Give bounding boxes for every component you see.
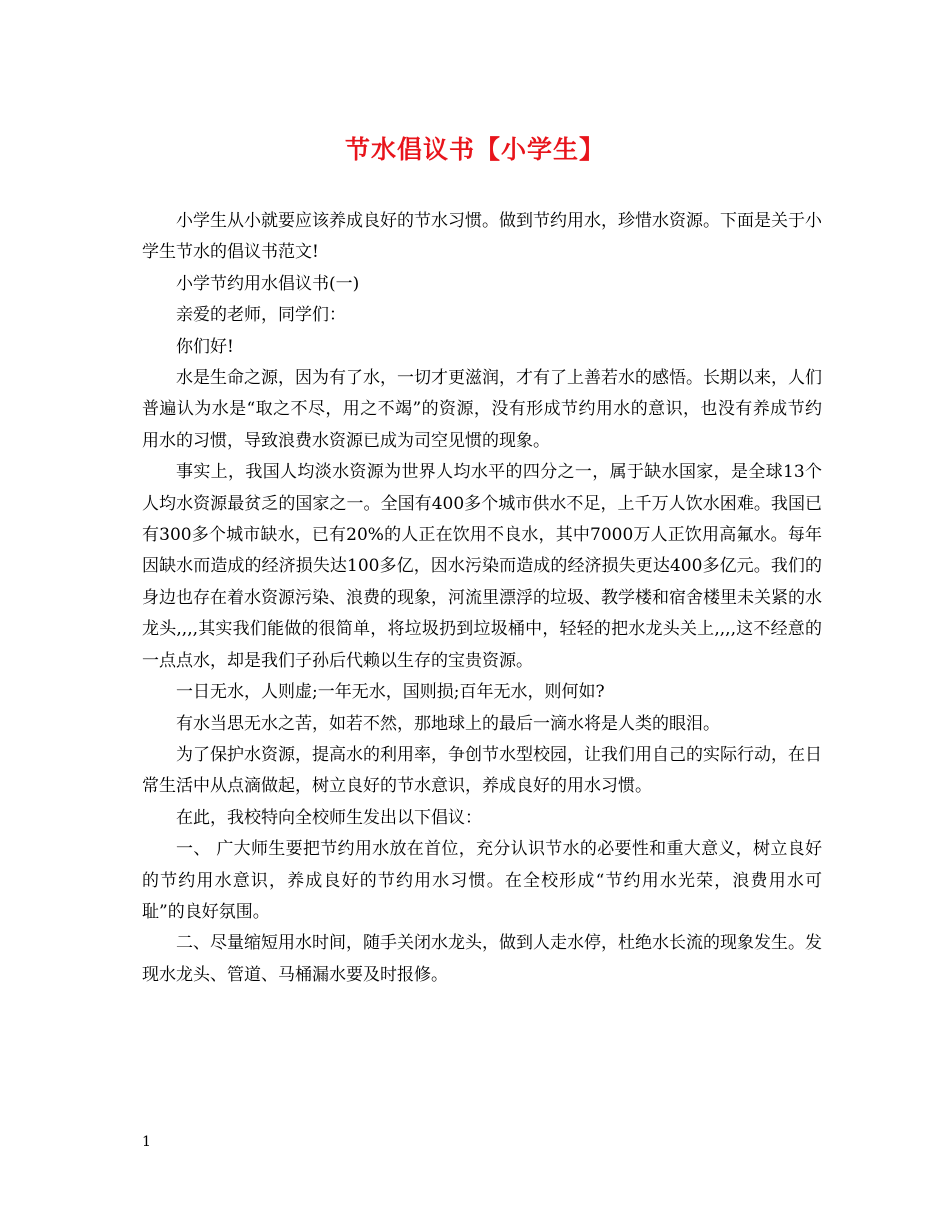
paragraph-heading: 小学节约用水倡议书(一) [176,273,360,294]
paragraph-intro: 小学生从小就要应该养成良好的节水习惯。做到节约用水，珍惜水资源。下面是关于小学生节水的倡议书范文! [142,211,822,263]
paragraph-proposal-2: 二、尽量缩短用水时间，随手关闭水龙头，做到人走水停，杜绝水长流的现象发生。发现水龙头、管道、马桶漏水要及时报修。 [142,933,822,985]
page-number: 1 [142,1134,151,1150]
paragraph-salutation: 亲爱的老师，同学们： [176,305,346,326]
paragraph-body: 水是生命之源，因为有了水，一切才更滋润，才有了上善若水的感悟。长期以来，人们普遍认为水是“取之不尽，用之不竭”的资源，没有形成节约用水的意识，也没有养成节约用水的习惯，导致浪费水资源已成为司空见惯的现象。 [142,368,822,451]
paragraph-proposal-1: 一、 广大师生要把节约用水放在首位，充分认识节水的必要性和重大意义，树立良好的节约用水意识，养成良好的节约用水习惯。在全校形成“节约用水光荣，浪费用水可耻”的良好氛围。 [142,839,822,922]
paragraph-greeting: 你们好! [176,336,234,357]
paragraph-body: 一日无水，人则虚;一年无水，国则损;百年无水，则何如? [176,682,605,703]
paragraph-body: 事实上，我国人均淡水资源为世界人均水平的四分之一，属于缺水国家，是全球13个人均水资源最贫乏的国家之一。全国有400多个城市供水不足，上千万人饮水困难。我国已有300多个城市缺水，已有20%的人正在饮用不良水，其中7000万人正饮用高氟水。每年因缺水而造成的经济损失达100多亿，因水污染而造成的经济损失更达400多亿元。我们的身边也存在着水资源污染、浪费的现象，河流里漂浮的垃圾、教学楼和宿舍楼里未关紧的水龙头,,,,其实我们能做的很简单，将垃圾扔到垃圾桶中，轻轻的把水龙头关上,,,,这不经意的一点点水，却是我们子孙后代赖以生存的宝贵资源。 [142,462,822,671]
document-title: 节水倡议书【小学生】 [344,135,605,164]
paragraph-body: 在此，我校特向全校师生发出以下倡议： [176,807,482,828]
paragraph-body: 为了保护水资源，提高水的利用率，争创节水型校园，让我们用自己的实际行动，在日常生活中从点滴做起，树立良好的节水意识，养成良好的用水习惯。 [142,744,822,797]
paragraph-body: 有水当思无水之苦，如若不然，那地球上的最后一滴水将是人类的眼泪。 [176,713,720,734]
document-body [142,206,822,991]
